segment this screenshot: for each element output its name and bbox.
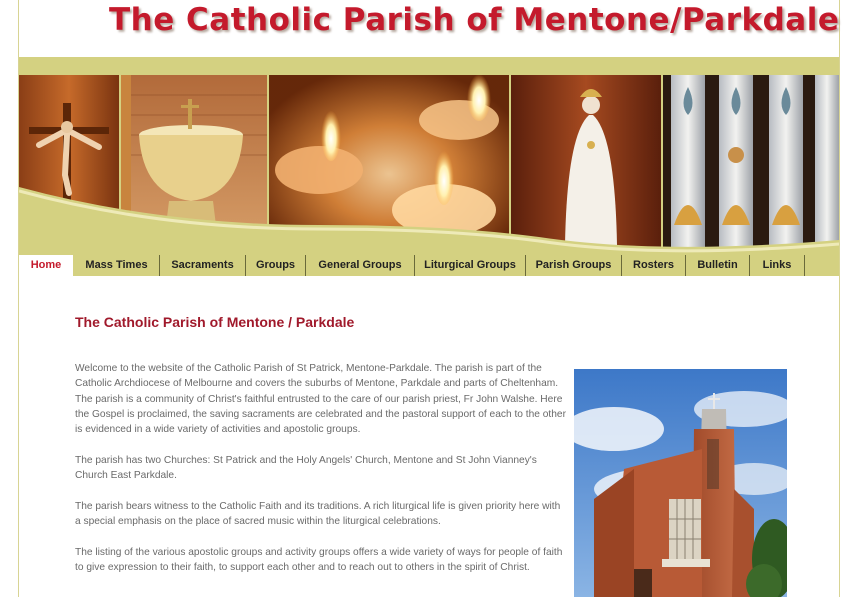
intro-paragraph: Welcome to the website of the Catholic Parish of St Patrick, Mentone-Parkdale. The parish is part of the Catholic Archdiocese of Melbourne and covers the suburbs of Mentone, Parkdale and parts of Cheltenham. The parish is a community of Christ's faithful entrusted to the care of our parish priest, Fr John Walshe. Here the Gospel is proclaimed, the saving sacraments are celebrated and the pastoral support of each to the other is evidenced in a wide variety of activities and apostolic groups.: [75, 363, 566, 436]
nav-item-links[interactable]: Links: [750, 255, 805, 276]
main-content: [19, 276, 839, 597]
nav-item-general-groups[interactable]: General Groups: [306, 255, 415, 276]
faith-paragraph: The parish bears witness to the Catholic Faith and its traditions. A rich liturgical life is given priority here with a special emphasis on the place of sacred music within the liturgical celebrations.: [75, 501, 561, 528]
nav-item-mass-times[interactable]: Mass Times: [74, 255, 160, 276]
page-title: The Catholic Parish of Mentone / Parkdale: [75, 314, 355, 330]
header-banner: [19, 75, 839, 255]
nav-item-rosters[interactable]: Rosters: [622, 255, 686, 276]
nav-item-bulletin[interactable]: Bulletin: [686, 255, 750, 276]
church-photo: [574, 369, 787, 597]
nav-item-parish-groups[interactable]: Parish Groups: [526, 255, 622, 276]
nav-item-home[interactable]: Home: [19, 255, 74, 276]
page-container: [18, 0, 840, 597]
nav-item-liturgical-groups[interactable]: Liturgical Groups: [415, 255, 526, 276]
groups-paragraph: The listing of the various apostolic groups and activity groups offers a wide variety of ways for people of faith to give expression to their faith, to support each other and to reach out to others in the spirit of Christ.: [75, 547, 563, 574]
site-title: The Catholic Parish of Mentone/Parkdale: [109, 2, 840, 38]
site-header: [19, 0, 839, 57]
banner-image: [19, 75, 839, 255]
header-band: [19, 57, 839, 75]
nav-item-groups[interactable]: Groups: [246, 255, 306, 276]
churches-paragraph: The parish has two Churches: St Patrick and the Holy Angels' Church, Mentone and St John Vianney's Church East Parkdale.: [75, 455, 537, 482]
main-nav: [19, 255, 839, 276]
nav-item-sacraments[interactable]: Sacraments: [160, 255, 246, 276]
